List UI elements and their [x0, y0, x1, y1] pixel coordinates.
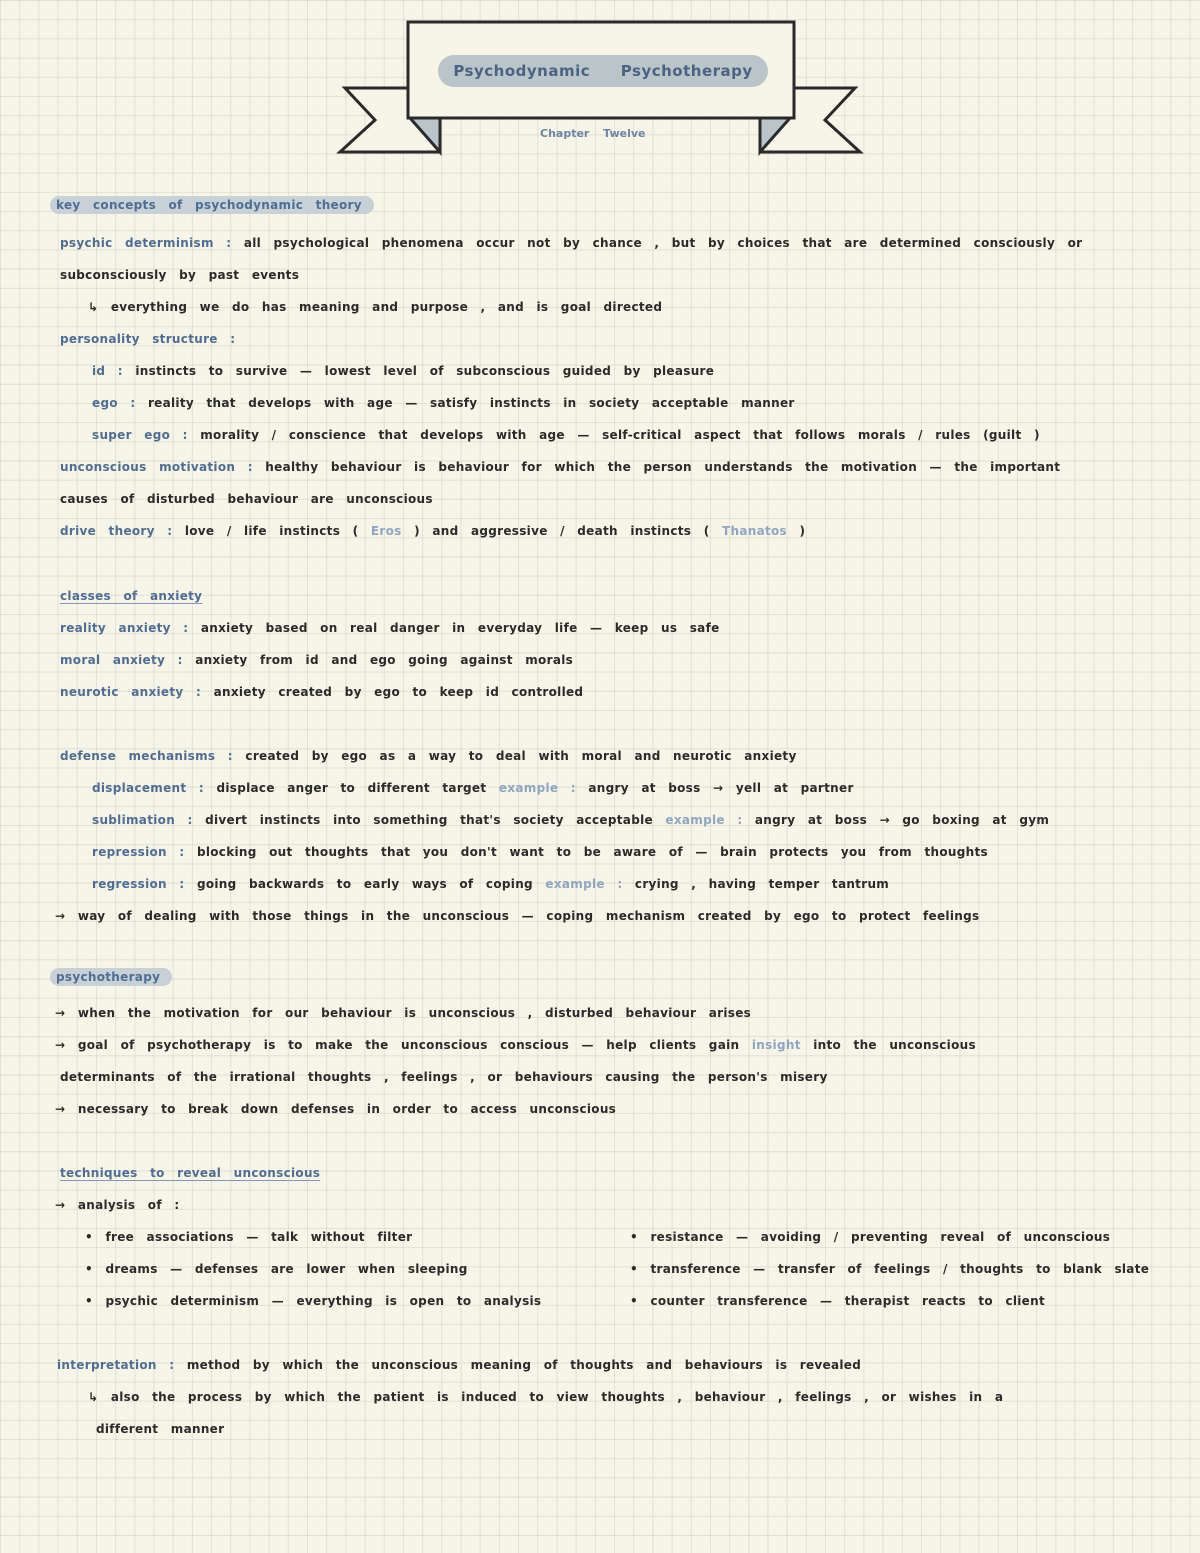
list-item: • psychic determinism — everything is open to analysis	[85, 1294, 542, 1308]
title-banner	[0, 0, 1200, 170]
list-item: • resistance — avoiding / preventing reveal of unconscious	[630, 1230, 1111, 1244]
bullet-icon: •	[85, 1262, 106, 1276]
personality-structure-term: personality structure :	[60, 332, 236, 346]
section-heading-psychotherapy: psychotherapy	[50, 970, 172, 984]
sublimation-line: sublimation : divert instincts into something that's society acceptable example : angry at boss → go boxing at gym	[92, 813, 1050, 827]
section-heading-anxiety: classes of anxiety	[60, 589, 203, 603]
bullet-icon: •	[630, 1262, 651, 1276]
arrow-icon: →	[55, 909, 78, 923]
arrow-icon: →	[55, 1198, 78, 1212]
psychic-determinism-line-2: subconsciously by past events	[60, 268, 300, 282]
psychic-determinism-sub: ↳ everything we do has meaning and purpose , and is goal directed	[88, 300, 663, 314]
list-item: • counter transference — therapist reacts to client	[630, 1294, 1046, 1308]
page-title	[438, 55, 768, 87]
title-left: Psychodynamic	[453, 62, 591, 80]
interpretation-line: interpretation : method by which the unconscious meaning of thoughts and behaviours is revealed	[57, 1358, 862, 1372]
interpretation-sub: ↳ also the process by which the patient is induced to view thoughts , behaviour , feelings , or wishes in a	[88, 1390, 1004, 1404]
psychotherapy-line-2: → goal of psychotherapy is to make the unconscious conscious — help clients gain insight into the unconscious	[55, 1038, 976, 1052]
interpretation-sub-2: different manner	[96, 1422, 225, 1436]
bullet-icon: •	[630, 1294, 651, 1308]
repression-line: repression : blocking out thoughts that you don't want to be aware of — brain protects you from thoughts	[92, 845, 988, 859]
analysis-line: → analysis of :	[55, 1198, 180, 1212]
regression-line: regression : going backwards to early ways of coping example : crying , having temper tantrum	[92, 877, 890, 891]
arrow-icon: ↳	[88, 300, 111, 314]
list-item: • transference — transfer of feelings / thoughts to blank slate	[630, 1262, 1150, 1276]
arrow-icon: →	[55, 1102, 78, 1116]
moral-anxiety-line: moral anxiety : anxiety from id and ego going against morals	[60, 653, 574, 667]
bullet-icon: •	[630, 1230, 651, 1244]
ego-line: ego : reality that develops with age — satisfy instincts in society acceptable manner	[92, 396, 795, 410]
list-item: • free associations — talk without filter	[85, 1230, 413, 1244]
title-right: Psychotherapy	[620, 62, 753, 80]
psychotherapy-line-3: determinants of the irrational thoughts , feelings , or behaviours causing the person's misery	[60, 1070, 828, 1084]
reality-anxiety-line: reality anxiety : anxiety based on real danger in everyday life — keep us safe	[60, 621, 720, 635]
drive-theory-line: drive theory : love / life instincts ( Eros ) and aggressive / death instincts ( Thanatos )	[60, 524, 806, 538]
bullet-icon: •	[85, 1230, 106, 1244]
arrow-icon: →	[55, 1038, 78, 1052]
bullet-icon: •	[85, 1294, 106, 1308]
defense-summary-line: → way of dealing with those things in the unconscious — coping mechanism created by ego to protect feelings	[55, 909, 980, 923]
arrow-icon: →	[55, 1006, 78, 1020]
id-line: id : instincts to survive — lowest level of subconscious guided by pleasure	[92, 364, 715, 378]
neurotic-anxiety-line: neurotic anxiety : anxiety created by ego to keep id controlled	[60, 685, 584, 699]
arrow-icon: ↳	[88, 1390, 111, 1404]
displacement-line: displacement : displace anger to different target example : angry at boss → yell at partner	[92, 781, 854, 795]
page-subtitle: Chapter Twelve	[540, 127, 646, 140]
section-heading-techniques: techniques to reveal unconscious	[60, 1166, 321, 1180]
psychic-determinism-line: psychic determinism : all psychological phenomena occur not by chance , but by choices that are determined consciously or	[60, 236, 1083, 250]
superego-line: super ego : morality / conscience that develops with age — self-critical aspect that follows morals / rules (guilt )	[92, 428, 1040, 442]
section-heading-key-concepts: key concepts of psychodynamic theory	[50, 198, 374, 212]
unconscious-motivation-line-2: causes of disturbed behaviour are unconscious	[60, 492, 433, 506]
list-item: • dreams — defenses are lower when sleeping	[85, 1262, 468, 1276]
psychotherapy-line-4: → necessary to break down defenses in order to access unconscious	[55, 1102, 617, 1116]
psychotherapy-line-1: → when the motivation for our behaviour is unconscious , disturbed behaviour arises	[55, 1006, 752, 1020]
defense-mechanisms-line: defense mechanisms : created by ego as a way to deal with moral and neurotic anxiety	[60, 749, 797, 763]
unconscious-motivation-line: unconscious motivation : healthy behaviour is behaviour for which the person understands the motivation — the important	[60, 460, 1061, 474]
